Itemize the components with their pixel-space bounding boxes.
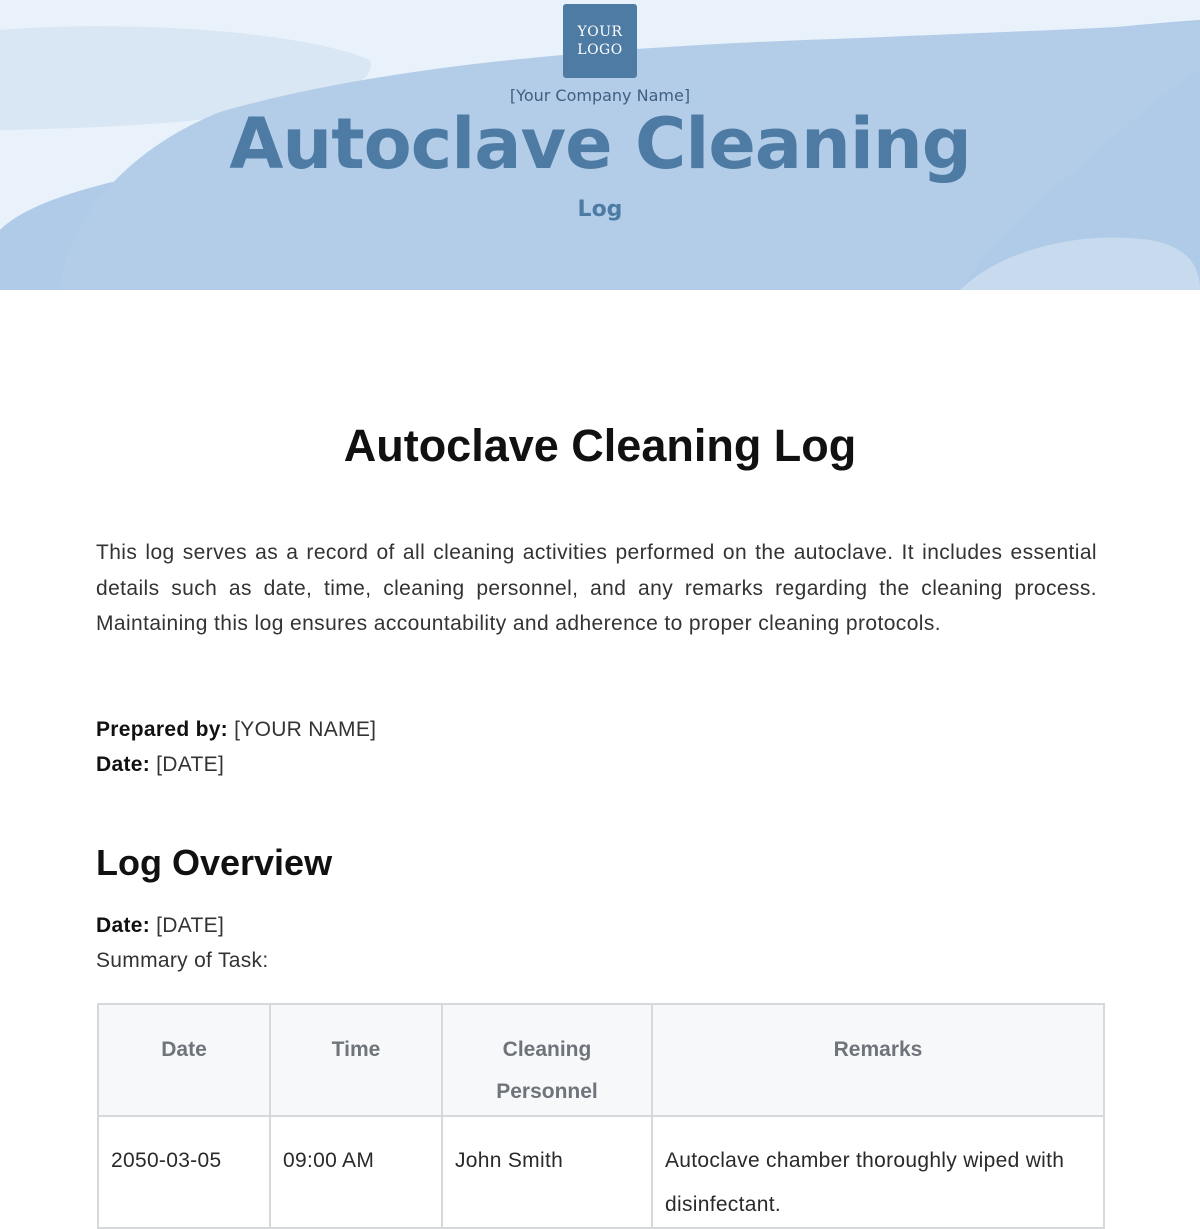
table-header-row: [98, 1004, 1104, 1116]
cleaning-log-table: [97, 1003, 1105, 1229]
column-header-time: Time: [270, 1004, 442, 1116]
company-logo: [563, 4, 637, 78]
column-header-date: Date: [98, 1004, 270, 1116]
document-date-label: Date:: [96, 753, 151, 776]
cell-remarks: Autoclave chamber thoroughly wiped with disinfectant.: [652, 1116, 1104, 1228]
prepared-by-label: Prepared by:: [96, 718, 228, 741]
banner-title: Autoclave Cleaning: [229, 103, 971, 185]
document-title: Autoclave Cleaning Log: [343, 420, 857, 471]
company-name: [Your Company Name]: [509, 86, 691, 105]
document-date-line: [96, 753, 224, 777]
log-overview-heading: Log Overview: [96, 842, 333, 883]
overview-date-label: Date:: [96, 914, 151, 937]
header-banner: [0, 0, 1200, 290]
table-row: [98, 1116, 1104, 1228]
intro-paragraph: This log serves as a record of all cleaning activities performed on the autoclave. It includes essential details such as date, time, cleaning personnel, and any remarks regarding the cleaning process. Maintaining this log ensures accountability and adherence to proper cleaning protocols.: [96, 541, 1097, 635]
cell-time: 09:00 AM: [270, 1116, 442, 1228]
logo-text-line2: LOGO: [577, 42, 623, 58]
logo-text-line1: YOUR: [577, 24, 623, 40]
banner-subtitle: Log: [577, 197, 623, 222]
column-header-cleaning-personnel: Cleaning Personnel: [442, 1004, 652, 1116]
cell-cleaning-personnel: John Smith: [442, 1116, 652, 1228]
prepared-by-value: [YOUR NAME]: [234, 718, 377, 741]
overview-date-line: [96, 914, 224, 938]
prepared-by-line: [96, 718, 376, 742]
cell-date: 2050-03-05: [98, 1116, 270, 1228]
summary-of-task-label: Summary of Task:: [96, 949, 269, 972]
column-header-remarks: Remarks: [652, 1004, 1104, 1116]
document-date-value: [DATE]: [156, 753, 225, 776]
overview-date-value: [DATE]: [156, 914, 225, 937]
